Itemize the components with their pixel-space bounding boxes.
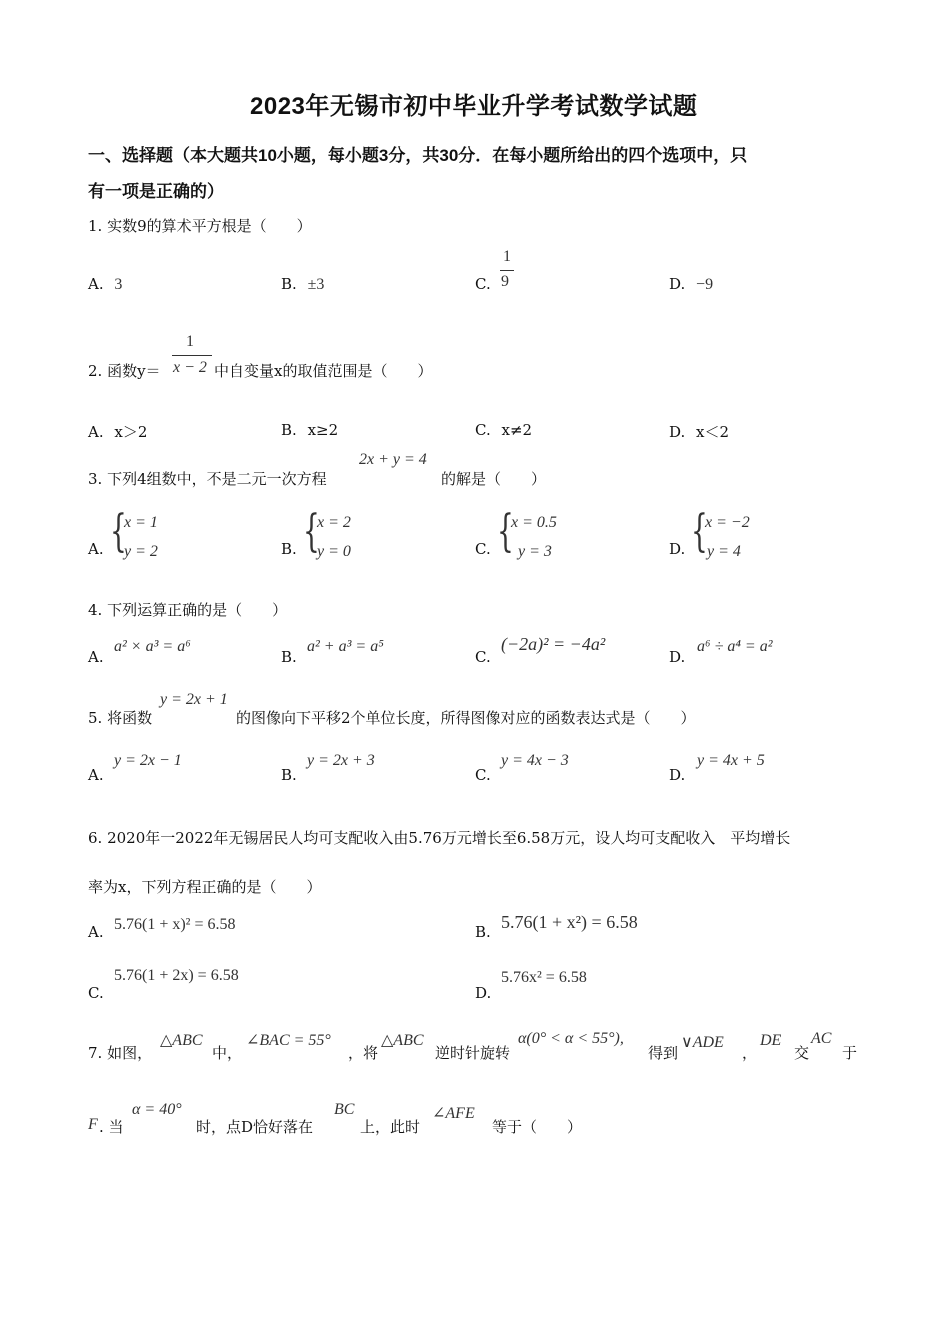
q7-line2-text-1: . 当 [99,1118,124,1136]
option-label: D. [669,423,686,441]
q2-option-c [475,421,532,439]
q6-option-b-expr: 5.76(1 + x²) = 6.58 [501,912,638,932]
q2-option-d [669,421,729,442]
q2-option-a [88,421,147,442]
q4-option-c-expr: (−2a)² = −4a² [501,634,606,654]
question-6-line1: 6. 2020年一2022年无锡居民人均可支配收入由5.76万元增长至6.58万元，设人均可支配收入 平均增长 [88,829,791,847]
option-value: ±3 [307,276,325,293]
q5-option-d-expr: y = 4x + 5 [697,752,765,769]
left-brace: { [303,506,320,557]
q4-option-d-label: D. [669,648,686,666]
q7-text-6: ， [742,1044,758,1062]
q3-option-a-top: x = 1 [124,514,158,531]
option-value: −9 [696,276,714,293]
q7-line2-text-3: 上，此时 [360,1118,421,1136]
q4-option-c-label: C. [475,648,491,666]
q3-option-d-bottom: y = 4 [707,543,741,560]
q5-option-c-label: C. [475,766,491,784]
option-label: A. [88,423,104,441]
question-3-suffix: 的解是（ ） [441,470,547,488]
option-label: B. [281,421,297,439]
q5-expr: y = 2x + 1 [160,691,228,708]
q3-option-a-bottom: y = 2 [124,543,158,560]
q7-math-bc: BC [334,1101,355,1118]
q6-option-a-expr: 5.76(1 + x)² = 6.58 [114,916,236,933]
q7-text-2: 中， [212,1044,243,1062]
q3-option-b-bottom: y = 0 [317,543,351,560]
q4-option-b-label: B. [281,648,297,666]
q3-option-d-top: x = −2 [705,514,750,531]
question-5-prefix: 5. 将函数 [88,709,153,727]
q5-option-b-expr: y = 2x + 3 [307,752,375,769]
option-value: x＞2 [114,423,148,441]
q3-equation: 2x + y = 4 [359,451,427,468]
question-5-suffix: 的图像向下平移2个单位长度，所得图像对应的函数表达式是（ ） [236,709,696,727]
q7-math-f: F [88,1116,98,1133]
option-label: A. [88,275,104,293]
question-1-stem: 1. 实数9的算术平方根是（ ） [88,217,312,235]
section-header-line1: 一、选择题（本大题共10小题，每小题3分，共30分．在每小题所给出的四个选项中，只 [88,146,748,165]
option-label: B. [281,275,297,293]
q4-option-a-label: A. [88,648,104,666]
q7-math-triangle-ade: ∨ADE [681,1034,724,1051]
option-value: 3 [114,276,123,293]
q7-text-4: 逆时针旋转 [435,1044,511,1062]
q3-option-b-label: B. [281,540,297,558]
q7-math-de: DE [760,1032,782,1049]
q7-math-ac: AC [811,1030,832,1047]
q5-option-d-label: D. [669,766,686,784]
q7-text-1: 7. 如图， [88,1044,153,1062]
section-header-line2: 有一项是正确的） [88,182,224,201]
q7-math-alpha-40: α = 40° [132,1101,182,1118]
q3-option-c-bottom: y = 3 [518,543,552,560]
option-value: x≥2 [307,421,339,439]
q7-text-5: 得到 [648,1044,679,1062]
q7-math-triangle-abc: △ABC [160,1032,203,1049]
option-value: x≠2 [501,421,533,439]
q5-option-a-expr: y = 2x − 1 [114,752,182,769]
q7-text-7: 交 [794,1044,810,1062]
q6-option-c-label: C. [88,984,104,1002]
question-2-suffix: 中自变量x的取值范围是（ ） [214,362,433,380]
fraction-bar [172,355,212,356]
q4-option-a-expr: a² × a³ = a⁶ [114,638,191,655]
q1-option-a [88,275,122,294]
question-2-prefix: 2. 函数y＝ [88,362,161,380]
q3-option-d-label: D. [669,540,686,558]
q1-option-d [669,275,713,294]
q2-fraction-denominator: x − 2 [173,359,207,376]
q5-option-b-label: B. [281,766,297,784]
q7-text-3: ，将 [348,1044,379,1062]
q6-option-c-expr: 5.76(1 + 2x) = 6.58 [114,967,239,984]
q7-math-triangle-abc-2: △ABC [381,1032,424,1049]
q5-option-c-expr: y = 4x − 3 [501,752,569,769]
q3-option-b-top: x = 2 [317,514,351,531]
q1-option-c-label: C. [475,275,491,293]
q4-option-b-expr: a² + a³ = a⁵ [307,638,384,655]
q5-option-a-label: A. [88,766,104,784]
q6-option-a-label: A. [88,923,104,941]
q7-line2-text-2: 时，点D恰好落在 [196,1118,314,1136]
question-4-stem: 4. 下列运算正确的是（ ） [88,601,288,619]
page-title: 2023年无锡市初中毕业升学考试数学试题 [250,93,698,120]
q3-option-c-top: x = 0.5 [511,514,557,531]
q4-option-d-expr: a⁶ ÷ a⁴ = a² [697,638,773,655]
q7-math-angle-afe: ∠AFE [432,1105,475,1122]
q2-fraction-numerator: 1 [186,333,194,350]
left-brace: { [110,506,127,557]
q7-math-angle-bac: ∠BAC = 55° [246,1032,331,1049]
q3-option-c-label: C. [475,540,491,558]
q7-text-8: 于 [842,1044,858,1062]
q1-option-c-denominator: 9 [501,273,509,290]
q3-option-a-label: A. [88,540,104,558]
left-brace: { [497,506,514,557]
left-brace: { [691,506,708,557]
q7-math-alpha-range: α(0° < α < 55°), [518,1030,624,1047]
option-value: x＜2 [696,423,730,441]
q1-option-c-numerator: 1 [503,248,511,265]
option-label: D. [669,275,686,293]
q7-line2-text-4: 等于（ ） [492,1118,583,1136]
question-6-line2: 率为x，下列方程正确的是（ ） [88,878,322,896]
question-3-prefix: 3. 下列4组数中，不是二元一次方程 [88,470,327,488]
fraction-bar [500,270,514,271]
q2-option-b [281,421,338,439]
q1-option-b [281,275,324,294]
q6-option-d-expr: 5.76x² = 6.58 [501,969,587,986]
q6-option-d-label: D. [475,984,492,1002]
q6-option-b-label: B. [475,923,491,941]
option-label: C. [475,421,491,439]
